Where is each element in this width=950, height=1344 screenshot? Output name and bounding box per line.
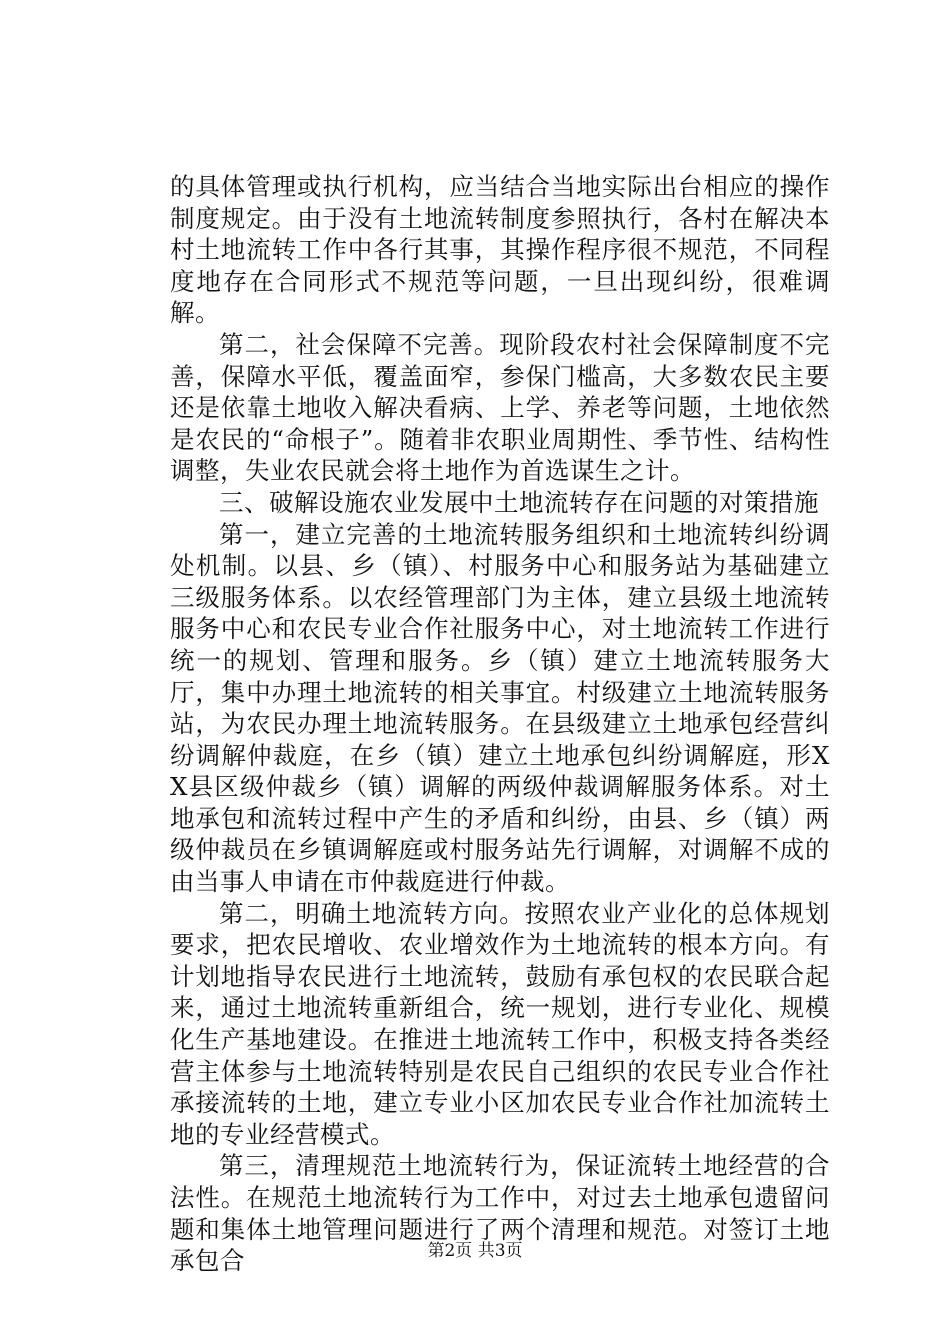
paragraph-measure-2: 第二，明确土地流转方向。按照农业产业化的总体规划要求，把农民增收、农业增效作为土地流转的根本方向。有计划地指导农民进行土地流转，鼓励有承包权的农民联合起来，通过土地流转重新组合，统一规划，进行专业化、规模化生产基地建设。在推进土地流转工作中，积极支持各类经营主体参与土地流转特别是农民自己组织的农民专业合作社承接流转的土地，建立专业小区加农民专业合作社加流转土地的专业经营模式。 <box>170 898 830 1149</box>
paragraph-social-security: 第二，社会保障不完善。现阶段农村社会保障制度不完善，保障水平低，覆盖面窄，参保门槛高，大多数农民主要还是依靠土地收入解决看病、上学、养老等问题，土地依然是农民的“命根子”。随着非农职业周期性、季节性、结构性调整，失业农民就会将土地作为首选谋生之计。 <box>170 329 830 486</box>
section-heading: 三、破解设施农业发展中土地流转存在问题的对策措施 <box>219 487 819 517</box>
paragraph-measure-3: 第三，清理规范土地流转行为，保证流转土地经营的合法性。在规范土地流转行为工作中，对过去土地承包遗留问题和集体土地管理问题进行了两个清理和规范。对签订土地承包合 <box>170 1151 830 1276</box>
paragraph-continuation: 的具体管理或执行机构，应当结合当地实际出台相应的操作制度规定。由于没有土地流转制度参照执行，各村在解决本村土地流转工作中各行其事，其操作程序很不规范，不同程度地存在合同形式不规范等问题，一旦出现纠纷，很难调解。 <box>170 172 830 328</box>
paragraph-measure-1: 第一，建立完善的土地流转服务组织和土地流转纠纷调处机制。以县、乡（镇）、村服务中心和服务站为基础建立三级服务体系。以农经管理部门为主体，建立县级土地流转服务中心和农民专业合作社服务中心，对土地流转工作进行统一的规划、管理和服务。乡（镇）建立土地流转服务大厅，集中办理土地流转的相关事宜。村级建立土地流转服务站，为农民办理土地流转服务。在县级建立土地承包经营纠纷调解仲裁庭，在乡（镇）建立土地承包纠纷调解庭，形XX县区级仲裁乡（镇）调解的两级仲裁调解服务体系。对土地承包和流转过程中产生的矛盾和纠纷，由县、乡（镇）两级仲裁员在乡镇调解庭或村服务站先行调解，对调解不成的由当事人申请在市仲裁庭进行仲裁。 <box>170 519 830 897</box>
page-footer: 第2页 共3页 <box>427 1241 523 1261</box>
